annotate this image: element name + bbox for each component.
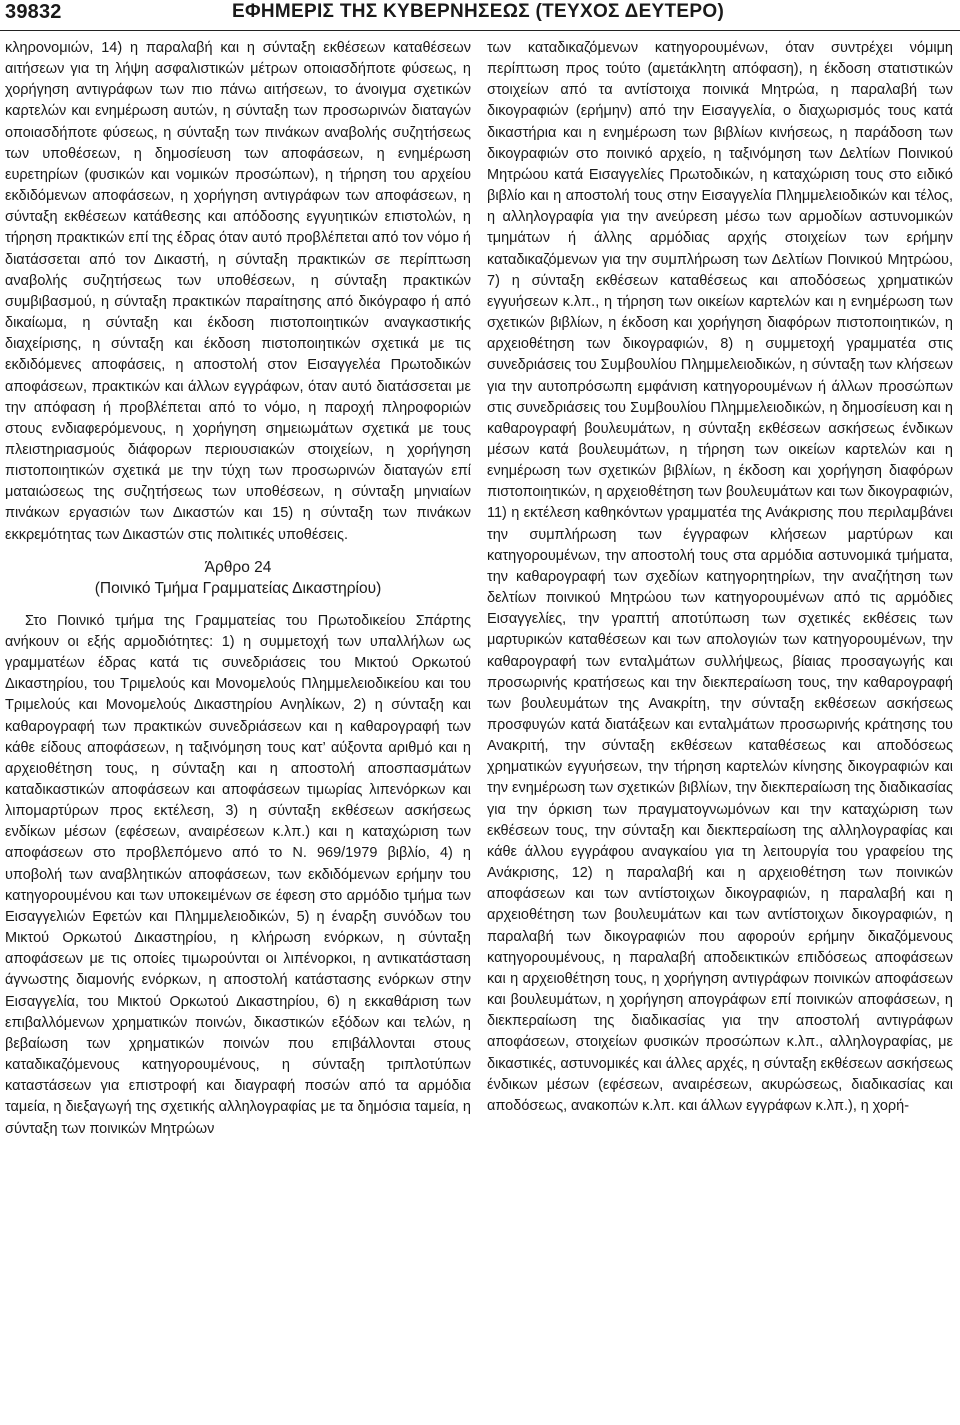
article-body: Στο Ποινικό τμήμα της Γραμματείας του Πρωτοδικείου Σπάρτης ανήκουν οι εξής αρμοδιότητες: 1) η συμμετοχή των υπαλλήλων ως γραμματέων έδρας κατά τις συνεδριάσεις του Μικτού Ορκωτού Δικαστηρίου, του Τριμελούς και Μονομελούς Πλημμελειοδικείου και του Τριμελούς και Μονομελούς Δικαστηρίου Ανηλίκων, 2) η σύνταξη και καθαρογραφή των πρακτικών συνεδριάσεων και η καθαρογραφή των κάθε είδους αποφάσεων, η ταξινόμηση τους κατ’ αύξοντα αριθμό και η αρχειοθέτηση τους, η σύνταξη και η αποστολή αποσπασμάτων καταδικαστικών αποφάσεων και αποφάσεων τιμωρίας λιπενόρκων και λιπομαρτύρων προς εκτέλεση, 3) η σύνταξη εκθέσεων ασκήσεως ενδίκων μέσων (εφέσεων, αναιρέσεων κ.λπ.) και η καταχώριση των αποφάσεων στο προβλεπόμενο από το Ν. 969/1979 βιβλίο, 4) η υποβολή των αναβλητικών αποφάσεων, των εκδιδόμενων ερήμην του κατηγορουμένου και των υποκειμένων σε έφεση στο αρμόδιο τμήμα των Εισαγγελιών Εφετών και Πλημμελειοδικών, 5) η έναρξη συνόδων του Μικτού Ορκωτού Δικαστηρίου, η κλήρωση ενόρκων, η σύνταξη αποφάσεων με τις οποίες τιμωρούνται οι λιπένορκοι, η αντικατάσταση άγνωστης διαμονής ενόρκων, η αποστολή κατάστασης ενόρκων στην Εισαγγελία, του Μικτού Ορκωτού Δικαστηρίου, 6) η εκκαθάριση των επιβαλλόμενων χρηματικών ποινών, δικαστικών εξόδων και τελών, η βεβαίωση των χρηματικών ποινών που επιβάλλονται στους καταδικαζόμενους κατηγορουμένους, η σύνταξη τριπλοτύπων καταστάσεων για επιστροφή και διαγραφή ποσών από τα αρμόδια ταμεία, η διεξαγωγή της σχετικής αλληλογραφίας με τα δημόσια ταμεία, η σύνταξη των ποινικών Μητρώων: [5, 612, 471, 1137]
header-rule: [0, 30, 960, 31]
left-column: [5, 38, 471, 1418]
gazette-title: ΕΦΗΜΕΡΙΣ ΤΗΣ ΚΥΒΕΡΝΗΣΕΩΣ (ΤΕΥΧΟΣ ΔΕΥΤΕΡΟ): [232, 1, 725, 22]
page-header: [0, 0, 960, 32]
page-number: 39832: [5, 1, 62, 23]
left-paragraph-continued: κληρονομιών, 14) η παραλαβή και η σύνταξη εκθέσεων καταθέσεων αιτήσεων για τη λήψη ασφαλιστικών μέτρων οποιασδήποτε φύσεως, η χορήγηση αντιγράφων των πιο πάνω αιτήσεων, το άνοιγμα σχετικών καρτελών και ενημέρωση αυτών, η σύνταξη των προσωρινών διαταγών οποιασδήποτε φύσεως, η σύνταξη των πινάκων αναβολής συζητήσεως των υποθέσεων, η δημοσίευση των αποφάσεων, η ενημέρωση ευρετηρίων (φυσικών και νομικών προσώπων), η τήρηση του αρχείου εκδιδόμενων αποφάσεων, η χορήγηση αντιγράφων των αποφάσεων, η σύνταξη εκθέσεων κατάθεσης και απόδοσης εγγυητικών επιστολών, η τήρηση πρακτικών επί της έδρας όταν αυτό προβλέπεται από τον νόμο ή διατάσσεται από τον Δικαστή, η σύνταξη πρακτικών σε περίπτωση αναβολής συζητήσεως των υποθέσεων, η σύνταξη πρακτικών συμβιβασμού, η σύνταξη πρακτικών παραίτησης από δικόγραφο ή από δικαίωμα, η σύνταξη και έκδοση πιστοποιητικών αναγκαστικής διαχείρισης, η σύνταξη και έκδοση πιστοποιητικών σχετικά με τις εκδιδόμενες αποφάσεις, η αποστολή στον Εισαγγελέα Πρωτοδικών αποφάσεων, πρακτικών και άλλων εγγράφων, όταν αυτό διατάσσεται με την απόφαση ή προβλέπεται από το νόμο, η παροχή πληροφοριών στους ενδιαφερόμενους, η χορήγηση σημειωμάτων σχετικά με τους πλειστηριασμούς διάφορων περιουσιακών στοιχείων, η χορήγηση πιστοποιητικών σχετικά με την τύχη των προσωρινών διαταγών επί ματαιώσεως της συζητήσεως των υποθέσεων, η σύνταξη μηνιαίων πινάκων εργασιών των Δικαστών και 15) η σύνταξη των πινάκων εκκρεμότητας των Δικαστών στις πολιτικές υποθέσεις.: [5, 40, 471, 543]
right-column: [487, 38, 953, 1418]
article-subtitle: (Ποινικό Τμήμα Γραμματείας Δικαστηρίου): [94, 579, 382, 597]
right-paragraph-continued: των καταδικαζόμενων κατηγορουμένων, όταν συντρέχει νόμιμη περίπτωση προς τούτο (αμετάκλητη απόφαση), η έκδοση στατιστικών στοιχείων από τα αντίστοιχα ποινικά Μητρώα, η παραλαβή των δικογραφιών (ερήμην) από την Εισαγγελία, ο διαχωρισμός τους κατά δικαστήρια και η ενημέρωση των βιβλίων κινήσεως, η παράδοση των δικογραφιών στο ποινικό αρχείο, η ταξινόμηση των Δελτίων Ποινικού Μητρώου κατά Εισαγγελίες Πρωτοδικών, η καταχώριση τους στο ειδικό βιβλίο και η αποστολή τους στην Εισαγγελία Πλημμελειοδικών και τέλος, η αλληλογραφία για την ανεύρεση μέσω των αρμοδίων αστυνομικών τμημάτων ή άλλης αρμόδιας αρχής στοιχείων των ερήμην καταδικαζόμενων για την συμπλήρωση των Δελτίων Ποινικού Μητρώου, 7) η σύνταξη εκθέσεων καταθέσεως και αποδόσεως χρηματικών εγγυήσεων κ.λπ., η τήρηση των οικείων καρτελών και η ενημέρωση των σχετικών βιβλίων, η έκδοση και χορήγηση διαφόρων πιστοποιητικών, η αρχειοθέτηση των δικογραφιών, 8) η συμμετοχή γραμματέα στις συνεδριάσεις του Συμβουλίου Πλημμελειοδικών, η σύνταξη των κλήσεων για την αυτοπρόσωπη εμφάνιση κατηγορουμένων ή άλλων προσώπων στις συνεδριάσεις του Συμβουλίου Πλημμελειοδικών, η δημοσίευση και η καθαρογραφή βουλευμάτων, η σύνταξη εκθέσεων ασκήσεως ένδικων μέσων κατά βουλευμάτων, η τήρηση των οικείων καρτελών και η ενημέρωση των σχετικών βιβλίων, η έκδοση και χορήγηση διαφόρων πιστοποιητικών, η αρχειοθέτηση των βουλευμάτων και των δικογραφιών, 11) η εκτέλεση καθηκόντων γραμματέα της Ανάκρισης που περιλαμβάνει την συμπλήρωση των έγγραφων κλήσεων μαρτύρων και κατηγορουμένων, την αποστολή τους στα αρμόδια αστυνομικά τμήματα, την καθαρογραφή των σχεδίων κατηγορητηρίων, την αναζήτηση των δελτίων ποινικού Μητρώου των κατηγορουμένων από τις αρμόδιες Εισαγγελίες, την γραπτή αποτύπωση των σχετικές εκθέσεις των μαρτυρικών καταθέσεων και των απολογιών των κατηγορουμένων, την καθαρογραφή των ενταλμάτων συλλήψεως, βίαιας προσαγωγής και προσωρινής κρατήσεως και την διεκπεραίωση τους, την καθαρογραφή των βουλευμάτων της Ανακρίτη, την σύνταξη εκθέσεων ασκήσεως προσφυγών κατά διατάξεων και ενταλμάτων προσωρινής κράτησης του Ανακριτή, την σύνταξη εκθέσεων καταθέσεως και αποδόσεως χρηματικών εγγυήσεων, την τήρηση καρτελών κίνησης δικογραφιών και την ενημέρωση των σχετικών βιβλίων, την διεκπεραίωση της διαδικασίας για την όρκιση των πραγματογνωμόνων και την καταχώριση των εκθέσεων τους, την σύνταξη και διεκπεραίωση της αλληλογραφίας και κάθε άλλου εγγράφου αναγκαίου για τη λειτουργία του γραφείου της Ανάκρισης, 12) η παραλαβή και η αρχειοθέτηση των ποινικών αποφάσεων και των αντίστοιχων δικογραφιών, η παραλαβή και η αρχειοθέτηση των βουλευμάτων και των αντίστοιχων δικογραφιών, η παραλαβή των δικογραφιών που αφορούν ερήμην δικαζόμενους κατηγορουμένους, η παραλαβή αποδεικτικών επιδόσεως αποφάσεων και η αρχειοθέτηση τους, η χορήγηση αντιγράφων ποινικών αποφάσεων και βουλευμάτων, η χορήγηση απογράφων επί ποινικών αποφάσεων, η διεκπεραίωση της διαδικασίας για την αποστολή αντιγράφων αποφάσεων, στοιχείων φυσικών προσώπων κ.λπ., αλληλογραφίας, με δικαστικές, αστυνομικές και άλλες αρχές, η σύνταξη εκθέσεων ασκήσεως ένδικων μέσων (εφέσεων, αναιρέσεων, ακυρώσεως, διαδικασίας και αποδόσεως, ανακοπών κ.λπ. και άλλων εγγράφων κ.λπ.), η χορή-: [487, 40, 953, 1114]
article-title: Άρθρο 24: [204, 558, 272, 576]
